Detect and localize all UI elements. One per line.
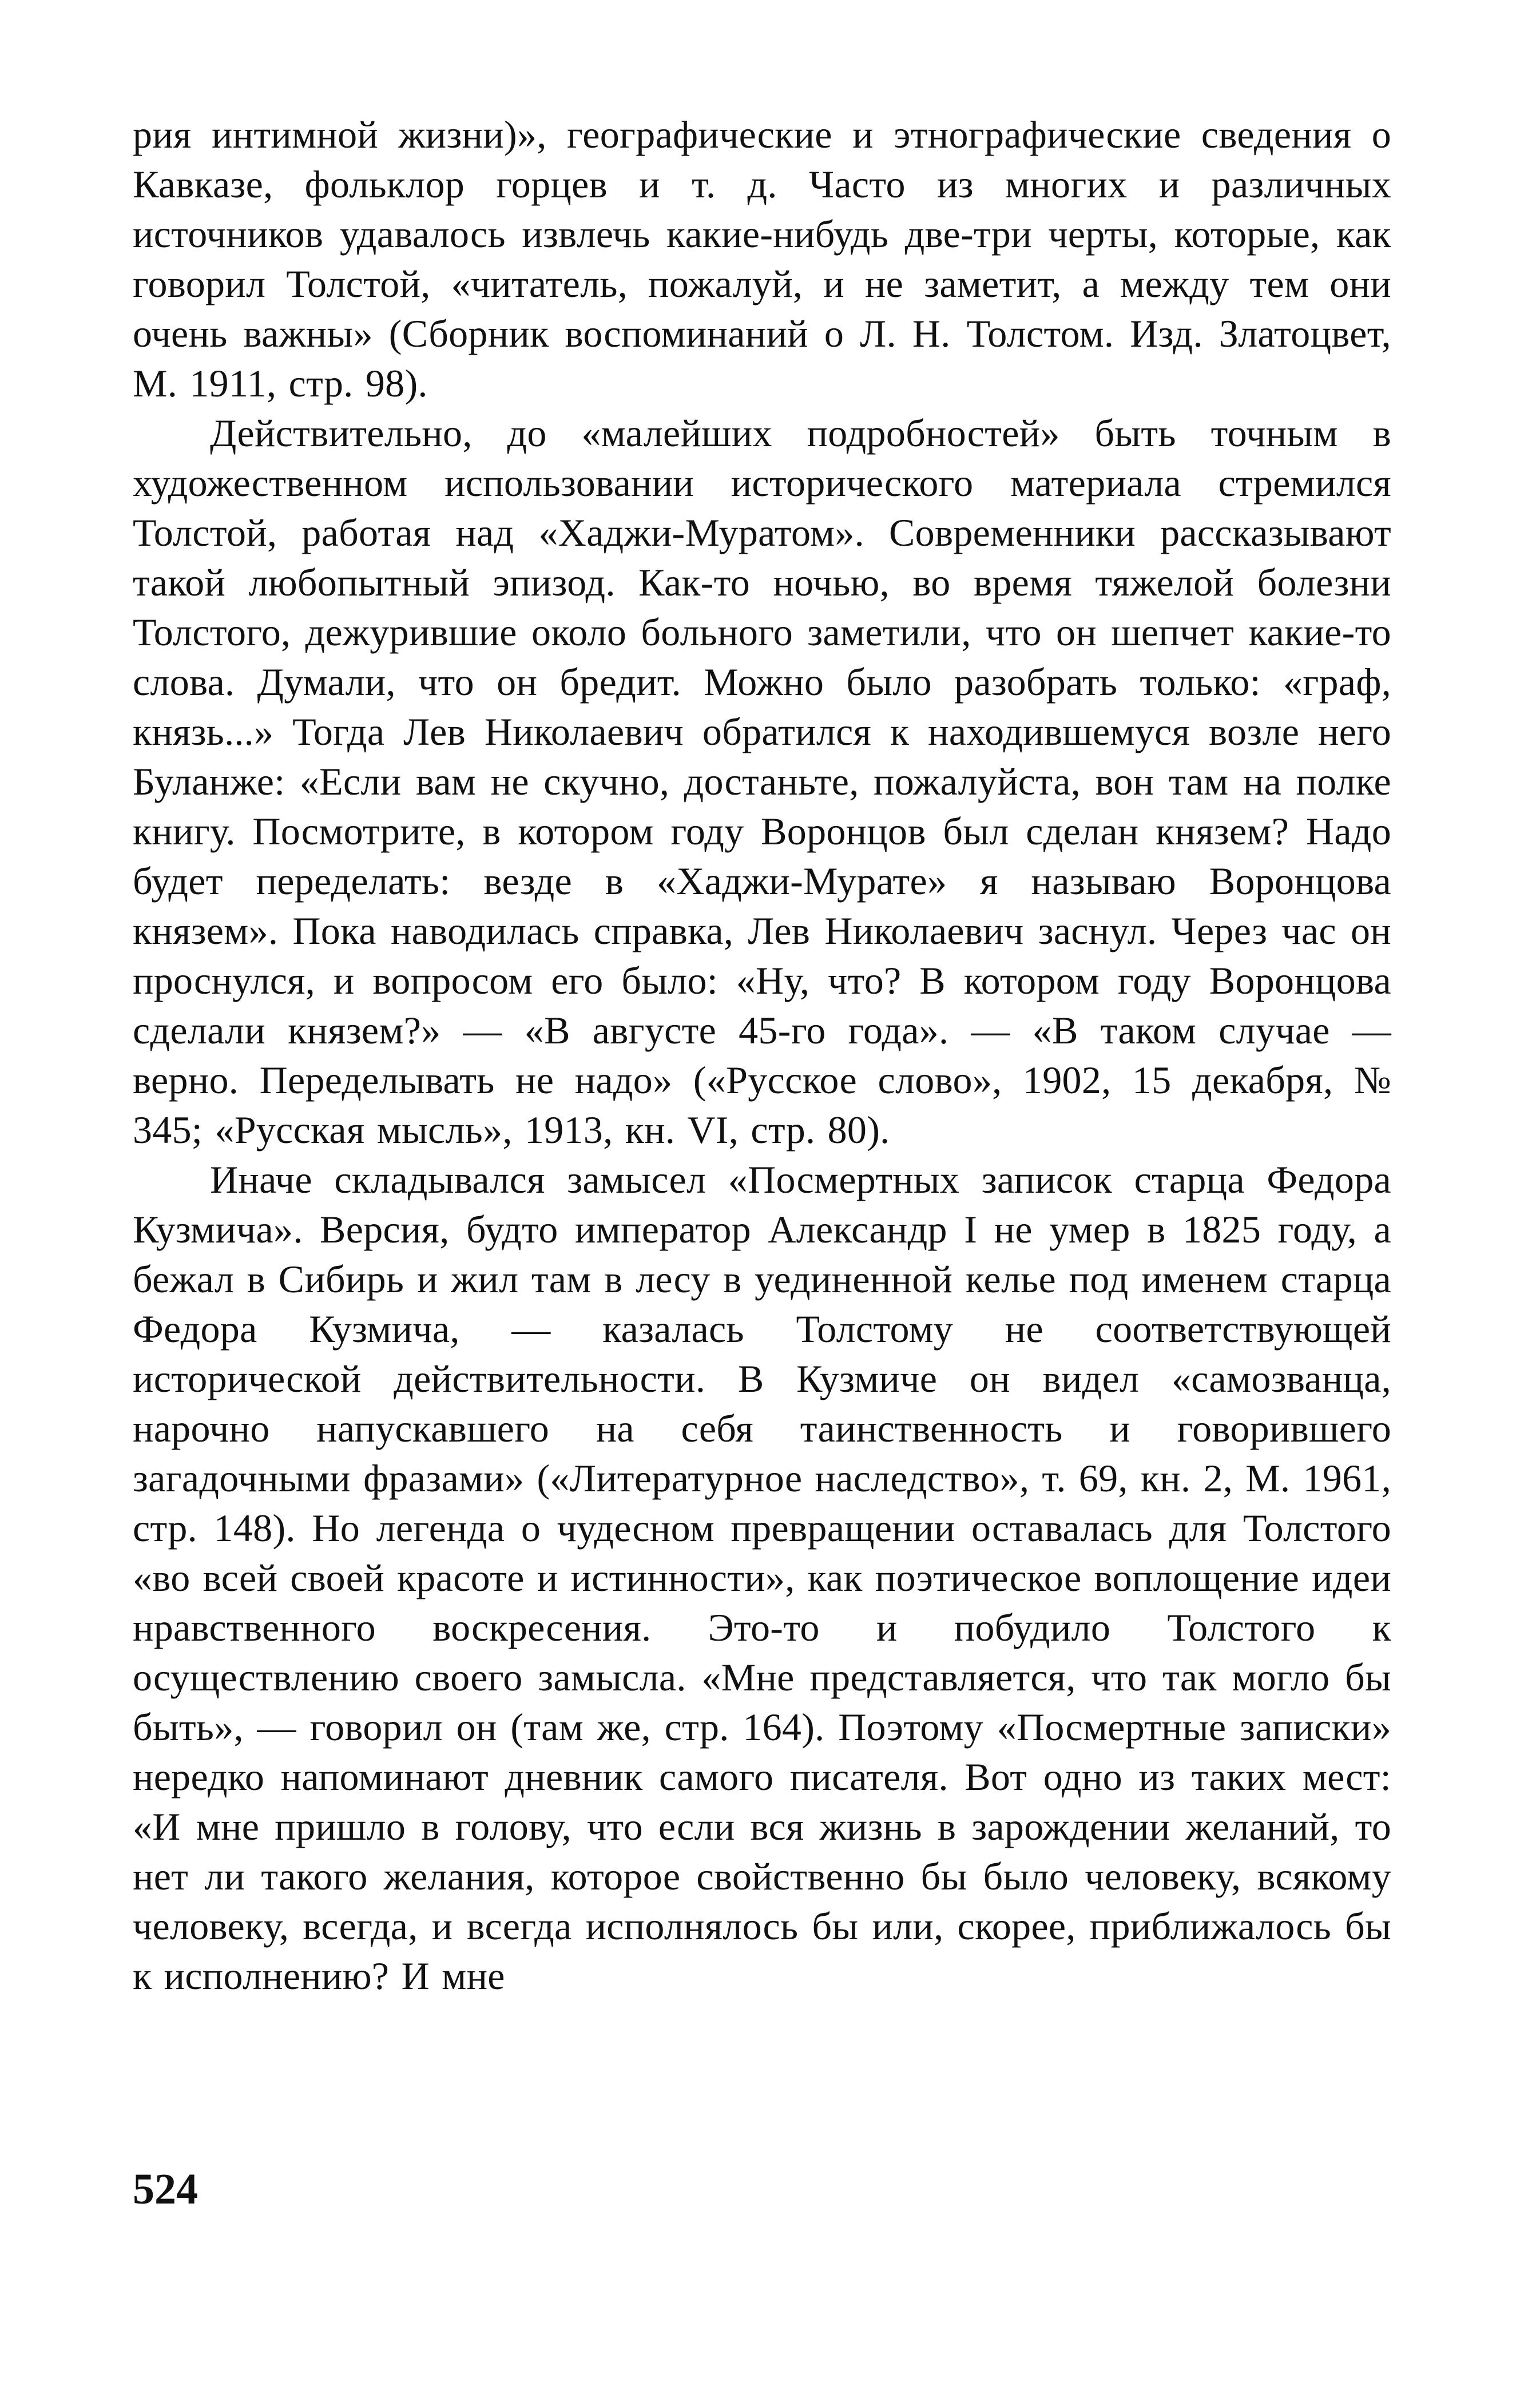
book-page <box>133 110 1391 2284</box>
paragraph-hadji-murat: Действительно, до «малейших подробностей» быть точным в художественном использовании исторического материала стремился Толстой, работая над «Хаджи-Муратом». Современники рассказывают такой любопытный эпизод. Как-то ночью, во время тяжелой болезни Толстого, дежурившие около больного заметили, что он шепчет какие-то слова. Думали, что он бредит. Можно было разобрать только: «граф, князь...» Тогда Лев Николаевич обратился к находившемуся возле него Буланже: «Если вам не скучно, достаньте, пожалуйста, вон там на полке книгу. Посмотрите, в котором году Воронцов был сделан князем? Надо будет переделать: везде в «Хаджи-Мурате» я называю Воронцова князем». Пока наводилась справка, Лев Николаевич заснул. Через час он проснулся, и вопросом его было: «Ну, что? В котором году Воронцова сделали князем?» — «В августе 45-го года». — «В таком случае — верно. Переделывать не надо» («Русское слово», 1902, 15 декабря, № 345; «Русская мысль», 1913, кн. VI, стр. 80). <box>133 411 1391 1152</box>
page-number: 524 <box>133 2165 198 2213</box>
paragraph-fedor-kuzmich: Иначе складывался замысел «Посмертных записок старца Федора Кузмича». Версия, будто император Александр I не умер в 1825 году, а бежал в Сибирь и жил там в лесу в уединенной келье под именем старца Федора Кузмича, — казалась Толстому не соответствующей исторической действительности. В Кузмиче он видел «самозванца, нарочно напускавшего на себя таинственность и говорившего загадочными фразами» («Литературное наследство», т. 69, кн. 2, М. 1961, стр. 148). Но легенда о чудесном превращении оставалась для Толстого «во всей своей красоте и истинности», как поэтическое воплощение идеи нравственного воскресения. Это-то и побудило Толстого к осуществлению своего замысла. «Мне представляется, что так могло бы быть», — говорил он (там же, стр. 164). Поэтому «Посмертные записки» нередко напоминают дневник самого писателя. Вот одно из таких мест: «И мне пришло в голову, что если вся жизнь в зарождении желаний, то нет ли такого желания, которое свойственно бы было человеку, всякому человеку, всегда, и всегда исполнялось бы или, скорее, приближалось бы к исполнению? И мне <box>133 1158 1391 1998</box>
paragraph-continued: рия интимной жизни)», географические и этнографические сведения о Кавказе, фольклор горцев и т. д. Часто из многих и различных источников удавалось извлечь какие-нибудь две-три черты, которые, как говорил Толстой, «читатель, пожалуй, и не заметит, а между тем они очень важны» (Сборник воспоминаний о Л. Н. Толстом. Изд. Златоцвет, М. 1911, стр. 98). <box>133 113 1391 405</box>
